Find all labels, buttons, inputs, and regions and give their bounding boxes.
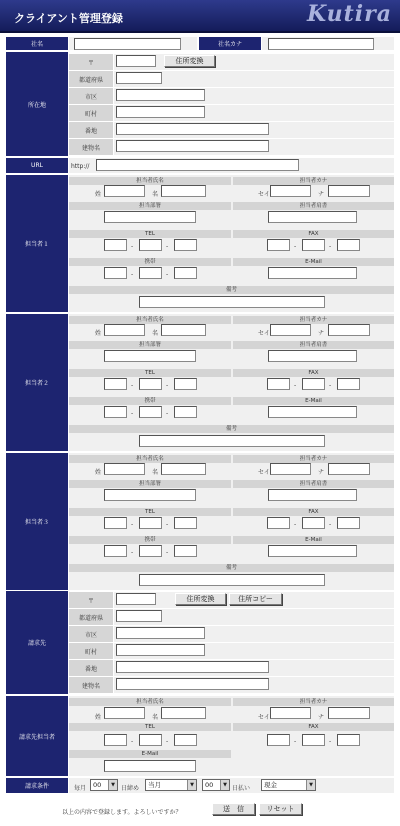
contact-2-tel-2-input[interactable] <box>139 378 162 390</box>
building-input[interactable] <box>116 140 269 152</box>
billing-contact-mei-label: 名 <box>152 714 159 721</box>
contact-2-tel-3-input[interactable] <box>174 378 197 390</box>
billing-block-label: 番地 <box>69 660 113 676</box>
terms-label: 請求条件 <box>6 778 68 793</box>
contact-1-dept-header: 担当部署 <box>69 202 231 210</box>
contact-3-mobile-1-input[interactable] <box>104 545 127 557</box>
contact-1-fax-dash-1: - <box>294 243 297 250</box>
billing-contact-tel-3-input[interactable] <box>174 734 197 746</box>
company-name-input[interactable] <box>74 38 181 50</box>
contact-2-title-input[interactable] <box>268 350 357 362</box>
address-zip-label: 〒 <box>69 54 113 70</box>
contact-3-kana-header: 担当者カナ <box>233 455 394 463</box>
billing-contact-kana-header: 担当者カナ <box>233 698 394 706</box>
contact-1-tel-1-input[interactable] <box>104 239 127 251</box>
contact-2-tel-1-input[interactable] <box>104 378 127 390</box>
contact-2-title-header: 担当者肩書 <box>233 341 394 349</box>
contact-2-fax-header: FAX <box>233 369 394 377</box>
contact-2-mobile-dash-2: - <box>166 410 169 417</box>
contact-1-title-header: 担当者肩書 <box>233 202 394 210</box>
contact-3-mobile-header: 携帯 <box>69 536 231 544</box>
confirm-text: 以上の内容で登録します。よろしいですか？ <box>62 809 182 816</box>
contact-1-sei-input[interactable] <box>104 185 145 197</box>
contact-1-mobile-dash-2: - <box>166 271 169 278</box>
contact-2-dept-header: 担当部署 <box>69 341 231 349</box>
billing-convert-button[interactable]: 住所変換 <box>175 593 226 605</box>
chevron-down-icon[interactable]: ▼ <box>306 780 315 790</box>
contact-2-mobile-header: 携帯 <box>69 397 231 405</box>
contact-1-tel-dash-2: - <box>166 243 169 250</box>
contact-3-mei-label: 名 <box>152 469 159 476</box>
billing-contact-sei-kana-label: セイ <box>258 714 270 721</box>
contact-2-fax-dash-2: - <box>329 382 332 389</box>
address-city-label: 市区 <box>69 88 113 104</box>
billing-contact-sei-kana-input[interactable] <box>270 707 311 719</box>
contact-1-email-header: E-Mail <box>233 258 394 266</box>
contact-1-fax-header: FAX <box>233 230 394 238</box>
billing-contact-fax-header: FAX <box>233 723 394 731</box>
billing-contact-tel-dash-1: - <box>131 738 134 745</box>
contact-2-dept-input[interactable] <box>104 350 196 362</box>
billing-label: 請求先 <box>6 591 68 694</box>
contact-1-mobile-dash-1: - <box>131 271 134 278</box>
contact-3-mobile-3-input[interactable] <box>174 545 197 557</box>
contact-1-tel-2-input[interactable] <box>139 239 162 251</box>
contact-2-sei-label: 姓 <box>95 330 102 337</box>
billing-city-label: 市区 <box>69 626 113 642</box>
contact-3-mobile-dash-1: - <box>131 549 134 556</box>
contact-1-label: 担当者１ <box>6 175 68 312</box>
contact-1-email-input[interactable] <box>268 267 357 279</box>
billing-contact-tel-1-input[interactable] <box>104 734 127 746</box>
contact-1-fax-1-input[interactable] <box>267 239 290 251</box>
contact-1-sei-kana-input[interactable] <box>270 185 311 197</box>
company-kana-input[interactable] <box>268 38 374 50</box>
billing-contact-mei-kana-label: ナ <box>318 714 325 721</box>
url-label: URL <box>6 158 68 173</box>
billing-contact-mei-kana-input[interactable] <box>328 707 370 719</box>
contact-1-tel-3-input[interactable] <box>174 239 197 251</box>
address-block-label: 番地 <box>69 122 113 138</box>
billing-zip-label: 〒 <box>69 592 113 608</box>
billing-contact-email-input[interactable] <box>104 760 196 772</box>
contact-3-tel-dash-1: - <box>131 521 134 528</box>
contact-3-dept-header: 担当部署 <box>69 480 231 488</box>
billing-copy-button[interactable]: 住所コピー <box>229 593 282 605</box>
contact-1-note-input[interactable] <box>139 296 325 308</box>
prefecture-input[interactable] <box>116 72 162 84</box>
contact-2-email-header: E-Mail <box>233 397 394 405</box>
contact-3-fax-dash-1: - <box>294 521 297 528</box>
contact-3-fax-1-input[interactable] <box>267 517 290 529</box>
chevron-down-icon[interactable]: ▼ <box>108 780 117 790</box>
payment-day-select[interactable]: 00 ▼ <box>202 779 230 791</box>
contact-1-mei-kana-label: ナ <box>318 191 325 198</box>
contact-2-kana-header: 担当者カナ <box>233 316 394 324</box>
billing-contact-fax-dash-1: - <box>294 738 297 745</box>
billing-building-input[interactable] <box>116 678 269 690</box>
contact-2-mobile-1-input[interactable] <box>104 406 127 418</box>
contact-1-title-input[interactable] <box>268 211 357 223</box>
terms-monthly-label: 毎月 <box>74 785 87 792</box>
address-town-label: 町村 <box>69 105 113 121</box>
contact-3-fax-dash-2: - <box>329 521 332 528</box>
contact-1-kana-header: 担当者カナ <box>233 177 394 185</box>
company-kana-label: 社名カナ <box>199 37 261 50</box>
contact-3-mobile-2-input[interactable] <box>139 545 162 557</box>
contact-2-sei-input[interactable] <box>104 324 145 336</box>
billing-pref-label: 都道府県 <box>69 609 113 625</box>
billing-contact-fax-dash-2: - <box>329 738 332 745</box>
town-input[interactable] <box>116 106 205 118</box>
contact-1-note-header: 備考 <box>69 286 394 294</box>
billing-contact-fax-3-input[interactable] <box>337 734 360 746</box>
billing-contact-tel-header: TEL <box>69 723 231 731</box>
contact-2-note-input[interactable] <box>139 435 325 447</box>
contact-3-email-header: E-Mail <box>233 536 394 544</box>
contact-2-sei-kana-label: セイ <box>258 330 270 337</box>
contact-1-sei-kana-label: セイ <box>258 191 270 198</box>
billing-building-label: 建物名 <box>69 677 113 693</box>
contact-3-note-input[interactable] <box>139 574 325 586</box>
contact-2-sei-kana-input[interactable] <box>270 324 311 336</box>
contact-1-name-header: 担当者氏名 <box>69 177 231 185</box>
contact-1-dept-input[interactable] <box>104 211 196 223</box>
contact-2-label: 担当者２ <box>6 314 68 451</box>
address-pref-label: 都道府県 <box>69 71 113 87</box>
contact-2-fax-2-input[interactable] <box>302 378 325 390</box>
contact-3-name-header: 担当者氏名 <box>69 455 231 463</box>
contact-2-tel-dash-2: - <box>166 382 169 389</box>
contact-1-fax-2-input[interactable] <box>302 239 325 251</box>
contact-3-tel-1-input[interactable] <box>104 517 127 529</box>
contact-1-mei-kana-input[interactable] <box>328 185 370 197</box>
contact-3-tel-header: TEL <box>69 508 231 516</box>
contact-2-email-input[interactable] <box>268 406 357 418</box>
contact-2-tel-header: TEL <box>69 369 231 377</box>
billing-contact-sei-label: 姓 <box>95 714 102 721</box>
address-label: 所在地 <box>6 52 68 156</box>
reset-button[interactable]: リセット <box>259 803 302 815</box>
contact-3-tel-dash-2: - <box>166 521 169 528</box>
contact-2-mei-input[interactable] <box>161 324 206 336</box>
contact-3-tel-3-input[interactable] <box>174 517 197 529</box>
contact-3-fax-3-input[interactable] <box>337 517 360 529</box>
contact-3-note-header: 備考 <box>69 564 394 572</box>
contact-2-mobile-dash-1: - <box>131 410 134 417</box>
chevron-down-icon[interactable]: ▼ <box>187 780 196 790</box>
contact-1-mobile-3-input[interactable] <box>174 267 197 279</box>
payment-method-select[interactable]: 現金 ▼ <box>261 779 316 791</box>
block-input[interactable] <box>116 123 269 135</box>
contact-1-fax-dash-2: - <box>329 243 332 250</box>
billing-block-input[interactable] <box>116 661 269 673</box>
contact-2-fax-dash-1: - <box>294 382 297 389</box>
contact-2-fax-1-input[interactable] <box>267 378 290 390</box>
terms-cutoff-suffix: 日締め <box>121 785 140 792</box>
address-zip-cell <box>114 54 394 70</box>
contact-3-sei-label: 姓 <box>95 469 102 476</box>
company-name-label: 社名 <box>6 37 68 50</box>
contact-3-fax-2-input[interactable] <box>302 517 325 529</box>
billing-town-label: 町村 <box>69 643 113 659</box>
contact-2-mei-kana-label: ナ <box>318 330 325 337</box>
contact-2-mobile-3-input[interactable] <box>174 406 197 418</box>
billing-prefecture-input[interactable] <box>116 610 162 622</box>
contact-3-mei-input[interactable] <box>161 463 206 475</box>
submit-button[interactable]: 送 信 <box>212 803 255 815</box>
contact-1-mobile-1-input[interactable] <box>104 267 127 279</box>
contact-2-name-header: 担当者氏名 <box>69 316 231 324</box>
contact-3-email-input[interactable] <box>268 545 357 557</box>
address-building-label: 建物名 <box>69 139 113 155</box>
contact-3-label: 担当者３ <box>6 453 68 590</box>
billing-contact-fax-2-input[interactable] <box>302 734 325 746</box>
contact-3-dept-input[interactable] <box>104 489 196 501</box>
city-input[interactable] <box>116 89 205 101</box>
contact-1-mobile-header: 携帯 <box>69 258 231 266</box>
contact-1-fax-3-input[interactable] <box>337 239 360 251</box>
billing-zip-input[interactable] <box>116 593 156 605</box>
cutoff-day-select[interactable]: 00 ▼ <box>90 779 118 791</box>
contact-3-mei-kana-label: ナ <box>318 469 325 476</box>
billing-contact-email-header: E-Mail <box>69 750 231 758</box>
zip-input[interactable] <box>116 55 156 67</box>
billing-contact-tel-2-input[interactable] <box>139 734 162 746</box>
contact-1-mobile-2-input[interactable] <box>139 267 162 279</box>
url-input[interactable] <box>96 159 299 171</box>
terms-pay-suffix: 日払い <box>232 785 251 792</box>
contact-3-title-input[interactable] <box>268 489 357 501</box>
billing-contact-name-header: 担当者氏名 <box>69 698 231 706</box>
contact-3-tel-2-input[interactable] <box>139 517 162 529</box>
page-header <box>0 0 400 33</box>
contact-2-fax-3-input[interactable] <box>337 378 360 390</box>
contact-3-mei-kana-input[interactable] <box>328 463 370 475</box>
billing-contact-sei-input[interactable] <box>104 707 145 719</box>
contact-2-mei-label: 名 <box>152 330 159 337</box>
brand-logo: Kutira <box>307 1 392 27</box>
contact-1-tel-header: TEL <box>69 230 231 238</box>
contact-3-mobile-dash-2: - <box>166 549 169 556</box>
billing-month-select[interactable]: 当月 ▼ <box>145 779 197 791</box>
url-prefix: http:// <box>71 163 90 170</box>
billing-town-input[interactable] <box>116 644 205 656</box>
contact-3-sei-kana-label: セイ <box>258 469 270 476</box>
billing-city-input[interactable] <box>116 627 205 639</box>
billing-contact-tel-dash-2: - <box>166 738 169 745</box>
chevron-down-icon[interactable]: ▼ <box>220 780 229 790</box>
contact-1-mei-input[interactable] <box>161 185 206 197</box>
contact-1-mei-label: 名 <box>152 191 159 198</box>
address-convert-button[interactable]: 住所変換 <box>164 55 215 67</box>
contact-2-tel-dash-1: - <box>131 382 134 389</box>
contact-3-fax-header: FAX <box>233 508 394 516</box>
billing-contact-label: 請求先担当者 <box>6 696 68 776</box>
contact-1-sei-label: 姓 <box>95 191 102 198</box>
contact-3-title-header: 担当者肩書 <box>233 480 394 488</box>
contact-3-sei-input[interactable] <box>104 463 145 475</box>
billing-contact-fax-1-input[interactable] <box>267 734 290 746</box>
billing-contact-mei-input[interactable] <box>161 707 206 719</box>
contact-1-tel-dash-1: - <box>131 243 134 250</box>
page-title: クライアント管理登録 <box>14 12 123 25</box>
contact-2-mobile-2-input[interactable] <box>139 406 162 418</box>
contact-2-mei-kana-input[interactable] <box>328 324 370 336</box>
contact-3-sei-kana-input[interactable] <box>270 463 311 475</box>
contact-2-note-header: 備考 <box>69 425 394 433</box>
